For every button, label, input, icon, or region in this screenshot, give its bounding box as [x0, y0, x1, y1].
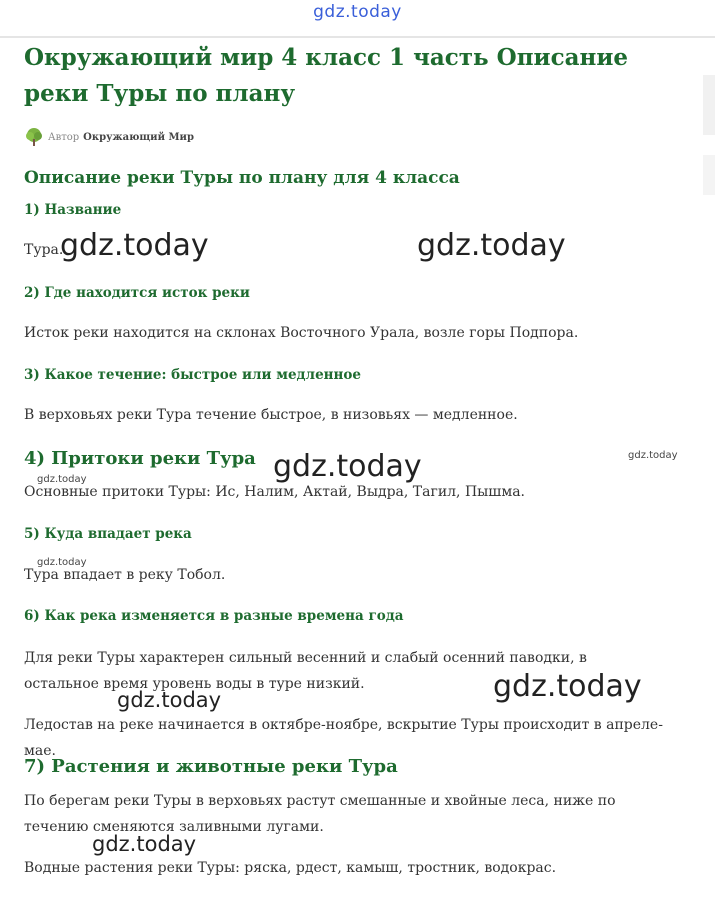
- watermark: gdz.today: [37, 474, 87, 485]
- watermark: gdz.today: [60, 228, 209, 263]
- section-text: Для реки Туры характерен сильный весенний и слабый осенний паводки, в остальное время уровень воды в туре низкий.: [24, 650, 587, 692]
- section-text: В верховьях реки Тура течение быстрое, в низовьях — медленное.: [24, 407, 518, 423]
- section-text: По берегам реки Туры в верховьях растут смешанные и хвойные леса, ниже по течению сменяются заливными лугами.: [24, 793, 616, 835]
- watermark: gdz.today: [273, 449, 422, 484]
- tree-icon: [24, 127, 44, 147]
- section-heading: 5) Куда впадает река: [24, 526, 192, 542]
- section-text: Исток реки находится на склонах Восточного Урала, возле горы Подпора.: [24, 325, 579, 341]
- section-text: Тура.: [24, 242, 64, 258]
- page-title: Окружающий мир 4 класс 1 часть Описание реки Туры по плану: [24, 44, 629, 107]
- section-heading: 1) Название: [24, 202, 122, 218]
- article-subtitle: Описание реки Туры по плану для 4 класса: [24, 168, 460, 188]
- watermark: gdz.today: [37, 557, 87, 568]
- section-text: Водные растения реки Туры: ряска, рдест, камыш, тростник, водокрас.: [24, 860, 557, 876]
- section-text: Основные притоки Туры: Ис, Налим, Актай, Выдра, Тагил, Пышма.: [24, 484, 525, 500]
- watermark: gdz.today: [417, 228, 566, 263]
- header-divider: [0, 36, 715, 38]
- section-text: Тура впадает в реку Тобол.: [24, 567, 226, 583]
- site-logo[interactable]: gdz.today: [313, 2, 402, 22]
- author-prefix: Автор: [48, 131, 80, 143]
- section-heading: 7) Растения и животные реки Тура: [24, 756, 398, 777]
- section-heading: 4) Притоки реки Тура: [24, 448, 256, 469]
- watermark: gdz.today: [92, 832, 197, 856]
- sidebar-edge: [703, 75, 715, 135]
- watermark: gdz.today: [117, 688, 222, 712]
- section-heading: 6) Как река изменяется в разные времена года: [24, 608, 404, 624]
- section-heading: 2) Где находится исток реки: [24, 285, 250, 301]
- author-name[interactable]: Окружающий Мир: [83, 131, 194, 143]
- watermark: gdz.today: [493, 669, 642, 704]
- section-text: Ледостав на реке начинается в октябре-ноябре, вскрытие Туры происходит в апреле-мае.: [24, 717, 663, 759]
- section-heading: 3) Какое течение: быстрое или медленное: [24, 367, 362, 383]
- watermark: gdz.today: [628, 450, 678, 461]
- author-line: [24, 126, 194, 148]
- sidebar-edge: [703, 155, 715, 195]
